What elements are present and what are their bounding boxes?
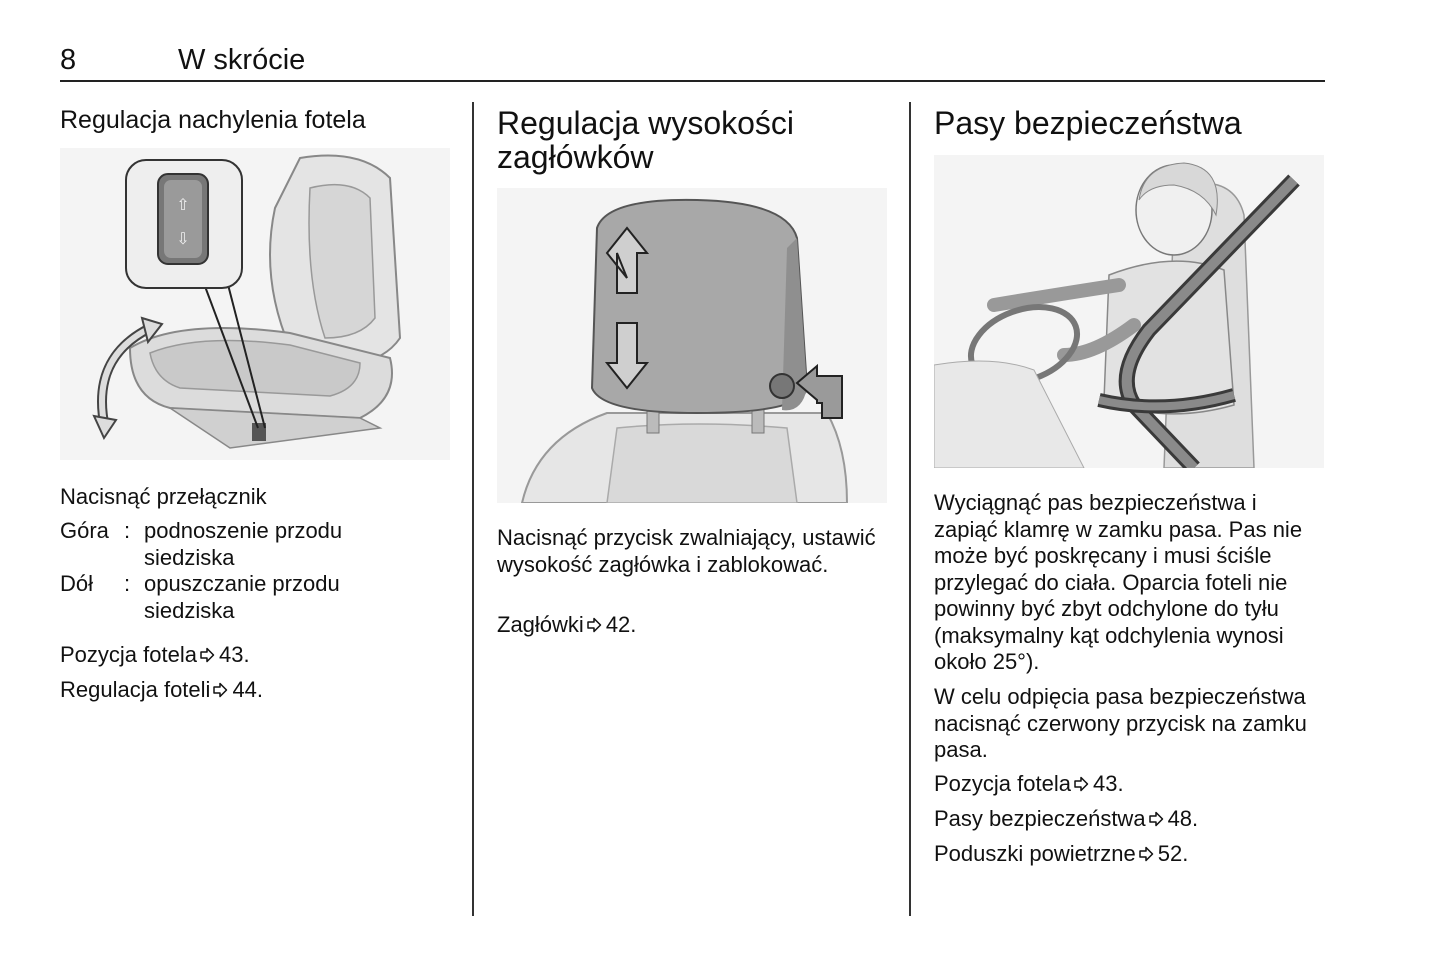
col3-heading: Pasy bezpieczeństwa: [934, 105, 1242, 141]
seat-tilt-figure: [60, 148, 450, 460]
xref-page: 42.: [605, 612, 637, 637]
arrow-reference-icon: [1148, 811, 1164, 827]
headrest-figure: [497, 188, 887, 503]
xref-seat-belts[interactable]: [934, 806, 1198, 833]
definition-description: podnoszenie przodu siedziska: [144, 518, 343, 570]
xref-label: Pozycja fotela: [934, 771, 1071, 796]
xref-label: Pasy bezpieczeństwa: [934, 806, 1146, 831]
col3-paragraph2: W celu odpięcia pasa bezpieczeństwa nacisnąć czerwony przycisk na zamku pasa.: [934, 684, 1307, 762]
definition-separator: :: [124, 518, 131, 543]
arrow-reference-icon: [586, 617, 602, 633]
definition-separator: :: [124, 571, 131, 596]
seat-belt-figure: [934, 155, 1324, 468]
svg-text:⇩: ⇩: [176, 229, 190, 248]
definition-term: Dół: [60, 571, 94, 596]
xref-label: Zagłówki: [497, 612, 584, 637]
xref-page: 52.: [1157, 841, 1189, 866]
xref-seat-position-2[interactable]: [934, 771, 1124, 798]
xref-page: 43.: [1092, 771, 1124, 796]
xref-page: 48.: [1167, 806, 1199, 831]
svg-text:⇧: ⇧: [176, 195, 190, 214]
xref-page: 44.: [232, 677, 264, 702]
arrow-reference-icon: [212, 682, 228, 698]
xref-seat-position[interactable]: [60, 642, 250, 669]
seat-tilt-switch-illustration: [60, 148, 450, 460]
xref-label: Poduszki powietrzne: [934, 841, 1136, 866]
xref-airbags[interactable]: [934, 841, 1188, 868]
definition-description: opuszczanie przodu siedziska: [144, 571, 340, 623]
col2-paragraph: Nacisnąć przycisk zwalniający, ustawić wysokość zagłówka i zablokować.: [497, 525, 876, 577]
page-title: W skrócie: [178, 44, 306, 76]
definition-row-down: [60, 571, 394, 624]
definition-term: Góra: [60, 518, 109, 543]
xref-seat-adjustment[interactable]: [60, 677, 263, 704]
xref-page: 43.: [218, 642, 250, 667]
col2-heading: [497, 106, 887, 174]
col3-paragraph1: Wyciągnąć pas bezpieczeństwa i zapiąć klamrę w zamku pasa. Pas nie może być poskręcany i musi ściśle przylegać do ciała. Oparcia foteli nie powinny być zbyt odchylone do tyłu (maksymalny kąt odchylenia wynosi około 25°).: [934, 490, 1303, 674]
definition-row-up: [60, 518, 394, 571]
page-number: 8: [60, 44, 77, 76]
arrow-reference-icon: [1138, 846, 1154, 862]
col2-heading-line1: Regulacja wysokości: [497, 105, 795, 141]
xref-headrests[interactable]: [497, 612, 636, 639]
arrow-reference-icon: [1073, 776, 1089, 792]
col1-subheading: Regulacja nachylenia fotela: [60, 106, 366, 134]
col1-definition-list: [60, 518, 394, 624]
headrest-adjust-illustration: [497, 188, 887, 503]
xref-label: Regulacja foteli: [60, 677, 211, 702]
seat-belt-driver-illustration: [934, 155, 1324, 468]
header-divider: [60, 80, 1325, 82]
col2-heading-line2: zagłówków: [497, 139, 654, 175]
xref-label: Pozycja fotela: [60, 642, 197, 667]
col1-intro: Nacisnąć przełącznik: [60, 484, 267, 509]
arrow-reference-icon: [199, 647, 215, 663]
column-divider-1: [472, 102, 474, 916]
column-divider-2: [909, 102, 911, 916]
